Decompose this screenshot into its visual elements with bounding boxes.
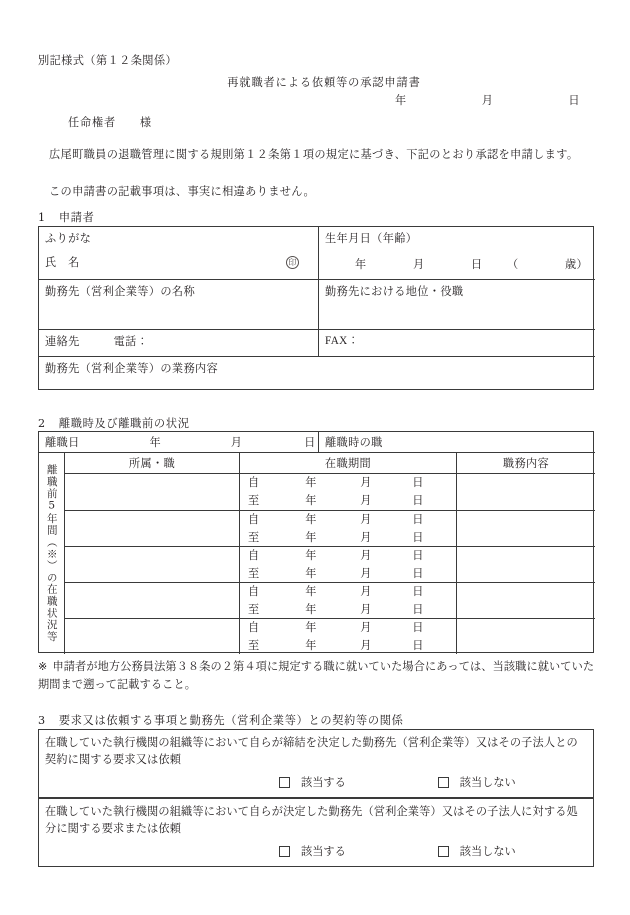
retirement-date-label: 離職日 [45,436,80,449]
period-to-mark: 至 [248,567,260,581]
period-to-day: 日 [412,567,424,581]
period-from-mark: 自 [248,621,260,635]
seal-icon: 印 [286,256,299,269]
period-from-mark: 自 [248,476,260,490]
section-1-number: 1 [38,211,46,224]
contract-request-options [39,774,593,791]
period-from-day: 日 [412,476,424,490]
history-duties-cell[interactable] [456,510,595,546]
checkbox-icon[interactable] [438,846,449,857]
period-from-day: 日 [412,621,424,635]
period-to-month: 月 [360,639,372,653]
contract-request-box [38,729,594,798]
age-open-paren: （ [507,258,519,272]
period-from-month: 月 [360,621,372,635]
retirement-year-label: 年 [149,436,161,449]
retirement-month-label: 月 [230,436,243,449]
name-label-cell [39,251,318,279]
birth-day-label: 日 [471,258,483,272]
disposition-not-applies-option[interactable] [438,843,516,860]
history-duties-cell[interactable] [456,618,595,654]
pre-retirement-status-text: 離職前5年間（※）の在職状況等 [45,464,58,643]
disposition-applies-option[interactable] [279,843,346,860]
application-statement: 広尾町職員の退職管理に関する規則第１２条第１項の規定に基づき、下記のとおり承認を申請します。 [49,148,579,161]
birthdate-label-cell: 生年月日（年齢） [318,227,595,251]
period-from-mark: 自 [248,585,260,599]
section-3-heading [38,712,404,729]
history-period-cell[interactable] [239,474,456,510]
period-to-day: 日 [412,603,424,617]
date-day-label: 日 [568,94,580,107]
section-2-number: 2 [38,417,46,430]
disposition-applies-label: 該当する [301,844,346,858]
history-affiliation-cell[interactable] [65,582,239,618]
history-affiliation-cell[interactable] [65,510,239,546]
history-duties-cell[interactable] [456,546,595,582]
employer-position-cell: 勤務先における地位・役職 [318,279,595,329]
period-from-mark: 自 [248,549,260,563]
history-period-cell[interactable] [239,582,456,618]
age-unit-label: 歳） [565,258,589,272]
footnote-mark: ※ [38,660,48,673]
pre-retirement-status-side-label [39,453,65,654]
period-from-month: 月 [360,513,372,527]
checkbox-icon[interactable] [438,777,449,788]
birth-year-label: 年 [355,258,367,272]
period-to-year: 年 [305,603,317,617]
contact-fax-cell: FAX： [318,329,595,356]
period-to-day: 日 [412,494,424,508]
employer-name-cell: 勤務先（営利企業等）の名称 [39,279,318,329]
retirement-day-label: 日 [304,436,316,449]
contract-not-applies-label: 該当しない [459,775,516,789]
form-number: 別記様式（第１２条関係） [38,54,178,67]
period-to-mark: 至 [248,494,260,508]
col-header-affiliation: 所属・職 [65,453,239,474]
period-to-day: 日 [412,639,424,653]
section-1-label: 申請者 [58,211,95,224]
date-month-label: 月 [481,94,494,107]
period-from-year: 年 [305,513,317,527]
contract-request-text: 在職していた執行機関の組織等において自らが締結を決定した勤務先（営利企業等）又はその子法人との契約に関する要求又は依頼 [45,736,578,767]
addressee: 任命権者 様 [68,116,152,129]
contract-applies-label: 該当する [301,775,346,789]
contract-not-applies-option[interactable] [438,774,516,791]
date-year-label: 年 [395,94,407,107]
period-from-year: 年 [305,549,317,563]
disposition-request-box [38,798,594,867]
history-affiliation-cell[interactable] [65,618,239,654]
period-to-month: 月 [360,567,372,581]
history-period-cell[interactable] [239,546,456,582]
period-from-day: 日 [412,549,424,563]
checkbox-icon[interactable] [279,777,290,788]
applicant-table [38,226,594,390]
document-title: 再就職者による依頼等の承認申請書 [227,76,421,89]
history-affiliation-cell[interactable] [65,474,239,510]
history-duties-cell[interactable] [456,582,595,618]
history-period-cell[interactable] [239,618,456,654]
contact-label: 連絡先 [45,335,80,348]
period-to-month: 月 [360,603,372,617]
disposition-not-applies-label: 該当しない [459,844,516,858]
section-2-heading [38,415,190,432]
disposition-request-text: 在職していた執行機関の組織等において自らが決定した勤務先（営利企業等）又はその子法人に対する処分に関する要求または依頼 [45,805,578,836]
retirement-date-cell [39,432,318,453]
period-from-year: 年 [305,476,317,490]
period-from-month: 月 [360,585,372,599]
period-to-month: 月 [360,531,372,545]
truth-declaration: この申請書の記載事項は、事実に相違ありません。 [49,185,316,198]
section-3-label: 要求又は依頼する事項と勤務先（営利企業等）との契約等の関係 [58,714,404,727]
birthdate-input-cell [318,251,595,279]
footnote-text: 申請者が地方公務員法第３８条の２第４項に規定する職に就いていた場合にあっては、当該職に就いていた期間まで遡って記載すること。 [38,660,595,691]
period-to-year: 年 [305,494,317,508]
period-to-mark: 至 [248,639,260,653]
period-from-day: 日 [412,513,424,527]
birth-month-label: 月 [413,258,425,272]
disposition-request-options [39,843,593,860]
col-header-duties: 職務内容 [456,453,595,474]
history-duties-cell[interactable] [456,474,595,510]
section-3-number: 3 [38,714,46,727]
employment-history-table [38,431,594,653]
period-to-mark: 至 [248,531,260,545]
period-from-year: 年 [305,585,317,599]
tel-label: 電話： [113,335,149,348]
checkbox-icon[interactable] [279,846,290,857]
period-from-day: 日 [412,585,424,599]
contact-tel-cell [39,329,318,356]
business-content-cell: 勤務先（営利企業等）の業務内容 [39,356,595,390]
section-2-footnote [38,658,598,694]
contract-applies-option[interactable] [279,774,346,791]
period-from-mark: 自 [248,513,260,527]
name-label: 氏 名 [45,256,80,269]
period-from-month: 月 [360,476,372,490]
period-from-month: 月 [360,549,372,563]
history-period-cell[interactable] [239,510,456,546]
section-2-label: 離職時及び離職前の状況 [58,417,190,430]
col-header-period: 在職期間 [239,453,456,474]
period-to-mark: 至 [248,603,260,617]
submission-date-line [395,92,580,109]
period-from-year: 年 [305,621,317,635]
period-to-day: 日 [412,531,424,545]
retirement-post-cell: 離職時の職 [318,432,595,453]
history-affiliation-cell[interactable] [65,546,239,582]
period-to-year: 年 [305,567,317,581]
furigana-label-cell: ふりがな [45,232,92,245]
section-1-heading [38,209,95,226]
period-to-year: 年 [305,531,317,545]
period-to-month: 月 [360,494,372,508]
period-to-year: 年 [305,639,317,653]
